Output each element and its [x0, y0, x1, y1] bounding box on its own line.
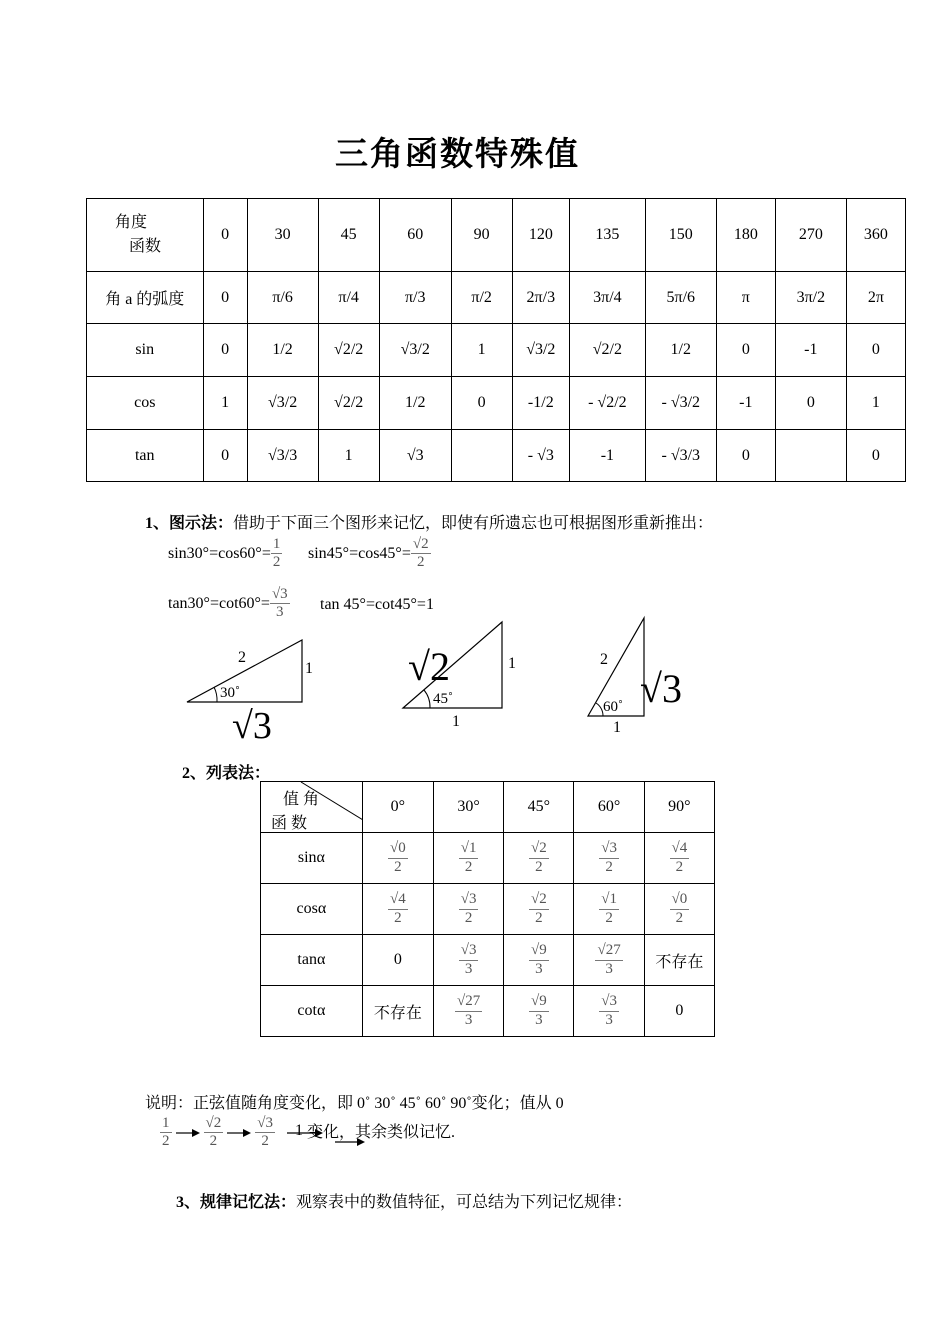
degree-cell: 120 [512, 199, 569, 272]
angle-cell: 60° [574, 782, 644, 833]
value-cell: √3 [379, 430, 451, 482]
fraction: $\frac{√4}{2}$ [390, 891, 406, 926]
value-cell: 0 [775, 377, 846, 430]
degree-cell: 45 [318, 199, 379, 272]
triangle-45 [403, 622, 516, 730]
formula-sin30 [168, 536, 282, 572]
row-label: cos [87, 377, 204, 430]
formula-sin45 [308, 536, 431, 572]
value-cell: 不存在 [644, 935, 714, 986]
arrow-icon [335, 1135, 365, 1149]
triangle-diagrams [150, 610, 750, 750]
table-row [261, 935, 715, 986]
value-cell: 0 [203, 430, 247, 482]
value-cell: √3/2 [512, 324, 569, 377]
degree-cell: 135 [569, 199, 645, 272]
value-cell: -1 [716, 377, 775, 430]
value-cell: 0 [362, 935, 433, 986]
value-cell [574, 935, 644, 986]
table-row [87, 324, 906, 377]
value-cell: 0 [846, 324, 905, 377]
table-row [261, 986, 715, 1037]
angle-cell: 0° [362, 782, 433, 833]
table-corner [261, 782, 363, 833]
value-cell [504, 884, 574, 935]
fraction: $\frac{√3}{2}$ [257, 1115, 273, 1150]
value-cell: 3π/2 [775, 272, 846, 324]
value-cell: -1 [569, 430, 645, 482]
value-cell: 5π/6 [645, 272, 716, 324]
section1-line [145, 510, 713, 533]
fraction: $\frac{√27}{3}$ [456, 993, 481, 1028]
section3-text: 观察表中的数值特征，可总结为下列记忆规律： [296, 1194, 633, 1211]
row-label: sin [87, 324, 204, 377]
fraction: $\frac{√2}{2}$ [205, 1115, 222, 1150]
value-cell: π [716, 272, 775, 324]
value-cell: -1 [775, 324, 846, 377]
value-cell: - √3/2 [645, 377, 716, 430]
value-cell: 不存在 [362, 986, 433, 1037]
table-row [87, 377, 906, 430]
value-cell: 0 [451, 377, 512, 430]
value-cell [504, 833, 574, 884]
special-values-table [86, 198, 906, 482]
table-corner [87, 199, 204, 272]
value-cell: - √3 [512, 430, 569, 482]
degree-cell: 150 [645, 199, 716, 272]
row-label: tan [87, 430, 204, 482]
value-cell: -1/2 [512, 377, 569, 430]
table-row [87, 272, 906, 324]
value-cell: π/2 [451, 272, 512, 324]
value-cell: 1/2 [645, 324, 716, 377]
degree-row [87, 199, 906, 272]
formula-label: sin45°=cos45°= [308, 544, 411, 562]
value-cell: 0 [644, 986, 714, 1037]
row-label: sinα [261, 833, 363, 884]
value-cell: √2/2 [318, 377, 379, 430]
fraction: $\frac{√9}{3}$ [530, 993, 547, 1028]
corner-bottom: 函数 [129, 238, 162, 255]
note-tail-text: 变化，其余类似记忆. [306, 1124, 455, 1142]
value-cell: π/4 [318, 272, 379, 324]
angle-cell: 45° [504, 782, 574, 833]
fraction: $\frac{√4}{2}$ [671, 840, 688, 875]
note-one: 1 [294, 1121, 303, 1139]
sequence-items [160, 1115, 285, 1151]
value-cell: √2/2 [318, 324, 379, 377]
value-cell [574, 884, 644, 935]
section1-heading: 1、图示法： [145, 515, 234, 532]
fraction: $\frac{√3}{3}$ [601, 993, 617, 1028]
formula-label: sin30°=cos60°= [168, 544, 271, 562]
value-cell: √3/2 [247, 377, 318, 430]
fraction: $\frac{√1}{2}$ [460, 840, 477, 875]
fraction: $\frac{1}{2}$ [162, 1115, 170, 1150]
arrow-icon [176, 1126, 200, 1140]
value-cell: 0 [716, 430, 775, 482]
formula-tan45: tan 45°=cot45°=1 [320, 596, 434, 613]
value-cell: √3/2 [379, 324, 451, 377]
value-cell [451, 430, 512, 482]
fraction: $\frac{√0}{2}$ [671, 891, 688, 926]
value-cell: 0 [203, 272, 247, 324]
formula-label: tan30°=cot60°= [168, 594, 270, 612]
table-row [261, 884, 715, 935]
value-cell: π/3 [379, 272, 451, 324]
fraction: $\frac{√3}{3}$ [460, 942, 477, 977]
value-cell: 1/2 [247, 324, 318, 377]
value-cell: - √2/2 [569, 377, 645, 430]
value-cell [433, 833, 503, 884]
value-cell: √2/2 [569, 324, 645, 377]
fraction: $\frac{√2}{2}$ [412, 536, 429, 571]
tri30-base: √3 [232, 705, 272, 747]
table-row [87, 430, 906, 482]
value-cell [574, 833, 644, 884]
fraction: $\frac{√2}{2}$ [530, 891, 547, 926]
degree-cell: 0 [203, 199, 247, 272]
tri45-side: 1 [508, 655, 516, 672]
angle-cell: 90° [644, 782, 714, 833]
value-cell: 1 [846, 377, 905, 430]
value-cell: - √3/3 [645, 430, 716, 482]
value-cell [644, 884, 714, 935]
angle-cell: 30° [433, 782, 503, 833]
page-title: 三角函数特殊值 [335, 134, 580, 173]
fraction: $\frac{√2}{2}$ [530, 840, 547, 875]
list-method-table [260, 781, 715, 1037]
value-cell [362, 833, 433, 884]
value-cell [775, 430, 846, 482]
fraction: $\frac{1}{2}$ [272, 536, 281, 571]
value-cell: √3/3 [247, 430, 318, 482]
tri45-hyp: √2 [408, 644, 450, 689]
value-cell: 2π/3 [512, 272, 569, 324]
value-cell: 0 [716, 324, 775, 377]
triangle-30 [187, 640, 313, 747]
fraction: $\frac{√0}{2}$ [390, 840, 406, 875]
tri30-hyp: 2 [238, 649, 246, 666]
value-cell: 1 [203, 377, 247, 430]
tri60-hyp: 2 [600, 651, 608, 668]
value-cell: 2π [846, 272, 905, 324]
section1-text: 借助于下面三个图形来记忆，即使有所遗忘也可根据图形重新推出： [233, 515, 714, 532]
tri45-angle: 45˚ [433, 691, 453, 707]
degree-cell: 270 [775, 199, 846, 272]
section3-heading: 3、规律记忆法： [176, 1194, 297, 1211]
section3-line [176, 1189, 632, 1212]
fraction: $\frac{√3}{2}$ [601, 840, 617, 875]
fraction: $\frac{√3}{3}$ [271, 586, 288, 621]
fraction: $\frac{√3}{2}$ [460, 891, 477, 926]
value-cell: 1/2 [379, 377, 451, 430]
tri60-angle: 60˚ [603, 699, 623, 715]
note-sequence [160, 1115, 455, 1151]
fraction: $\frac{√27}{3}$ [597, 942, 621, 977]
value-cell [362, 884, 433, 935]
degree-cell: 60 [379, 199, 451, 272]
degree-cell: 360 [846, 199, 905, 272]
degree-cell: 90 [451, 199, 512, 272]
row-label: 角 a 的弧度 [87, 272, 204, 324]
angle-row [261, 782, 715, 833]
value-cell [433, 884, 503, 935]
degree-cell: 30 [247, 199, 318, 272]
tri60-base: 1 [613, 719, 621, 736]
tri45-base: 1 [452, 713, 460, 730]
note-line1: 说明：正弦值随角度变化，即 0˚ 30˚ 45˚ 60˚ 90˚变化；值从 0 [145, 1095, 564, 1112]
value-cell: 3π/4 [569, 272, 645, 324]
row-label: cosα [261, 884, 363, 935]
fraction: $\frac{√1}{2}$ [601, 891, 617, 926]
value-cell [433, 935, 503, 986]
value-cell [644, 833, 714, 884]
value-cell: 1 [318, 430, 379, 482]
value-cell [504, 935, 574, 986]
fraction: $\frac{√9}{3}$ [530, 942, 547, 977]
value-cell: 0 [846, 430, 905, 482]
tri60-side: √3 [640, 666, 682, 711]
row-label: cotα [261, 986, 363, 1037]
value-cell [574, 986, 644, 1037]
degree-cell: 180 [716, 199, 775, 272]
corner-bottom: 函 数 [271, 815, 308, 832]
table-row [261, 833, 715, 884]
tri30-side: 1 [305, 660, 313, 677]
corner-top: 值 角 [283, 791, 320, 808]
tri30-angle: 30˚ [220, 685, 240, 701]
triangle-60 [588, 618, 682, 736]
section2-heading: 2、列表法： [182, 765, 271, 782]
arrow-icon [227, 1126, 251, 1140]
corner-top: 角度 [115, 214, 148, 231]
value-cell: 1 [451, 324, 512, 377]
value-cell: 0 [203, 324, 247, 377]
value-cell [504, 986, 574, 1037]
value-cell [433, 986, 503, 1037]
value-cell: π/6 [247, 272, 318, 324]
row-label: tanα [261, 935, 363, 986]
